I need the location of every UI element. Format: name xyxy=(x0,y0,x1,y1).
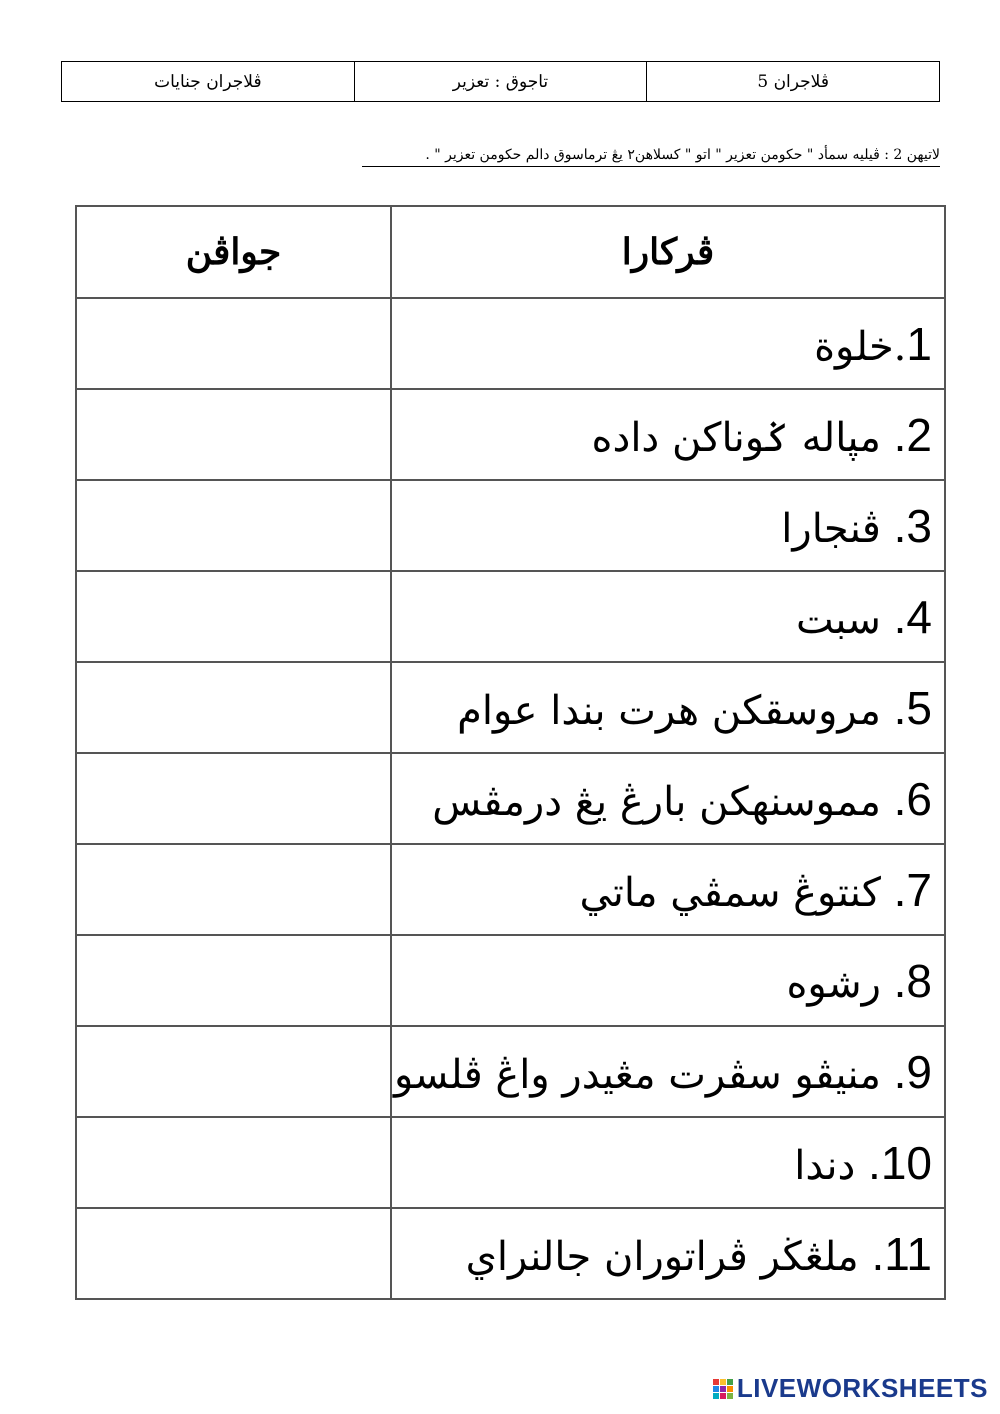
table-row xyxy=(76,298,945,389)
item-text: منيڤو سڤرت مڠيدر واڠ ڤلسو xyxy=(393,1051,881,1098)
table-row xyxy=(76,480,945,571)
header-left-cell: ڤلاجران جنايات xyxy=(62,62,355,102)
answer-input-10[interactable] xyxy=(76,1117,391,1208)
item-text: مروسقکن هرت بندا عوام xyxy=(457,687,881,734)
answer-input-8[interactable] xyxy=(76,935,391,1026)
items-column-header: ڤركارا xyxy=(391,206,945,298)
answer-input-1[interactable] xyxy=(76,298,391,389)
item-number: 2. xyxy=(893,408,932,461)
logo-square xyxy=(720,1393,726,1399)
table-row xyxy=(76,1208,945,1299)
answer-input-6[interactable] xyxy=(76,753,391,844)
table-row xyxy=(76,753,945,844)
item-cell-11 xyxy=(391,1208,945,1299)
table-row xyxy=(76,662,945,753)
item-number: 5. xyxy=(893,681,932,734)
item-cell-1 xyxy=(391,298,945,389)
item-number: 3. xyxy=(893,499,932,552)
table-row xyxy=(76,389,945,480)
logo-square xyxy=(727,1379,733,1385)
logo-square xyxy=(713,1379,719,1385)
table-row xyxy=(76,1026,945,1117)
item-number: 11. xyxy=(871,1227,932,1280)
item-number: 1 xyxy=(906,317,932,370)
item-text: دندا xyxy=(794,1142,856,1189)
answer-input-2[interactable] xyxy=(76,389,391,480)
item-text: مموسنهکن بارڠ يڠ درمڤس xyxy=(432,778,881,825)
worksheet-table xyxy=(75,205,946,1300)
item-cell-6 xyxy=(391,753,945,844)
item-cell-7 xyxy=(391,844,945,935)
item-text: .خلوة xyxy=(814,323,907,370)
answer-column-header: جواڤن xyxy=(76,206,391,298)
item-number: 6. xyxy=(893,772,932,825)
answer-input-11[interactable] xyxy=(76,1208,391,1299)
item-text: ملڠڬر ڤراتوران جالنراي xyxy=(465,1233,859,1280)
answer-input-4[interactable] xyxy=(76,571,391,662)
item-number: 7. xyxy=(893,863,932,916)
answer-input-7[interactable] xyxy=(76,844,391,935)
logo-square xyxy=(713,1393,719,1399)
item-text: رشوه xyxy=(786,960,881,1007)
logo-square xyxy=(727,1393,733,1399)
logo-text: LIVEWORKSHEETS xyxy=(736,1373,988,1403)
item-text: مپاله ݢوناکن داده xyxy=(591,414,881,461)
item-cell-8 xyxy=(391,935,945,1026)
item-text: سبت xyxy=(796,596,881,643)
header-middle-cell: تاجوق : تعزير xyxy=(354,62,647,102)
header-table xyxy=(61,61,940,102)
table-row xyxy=(76,571,945,662)
liveworksheets-logo[interactable] xyxy=(713,1373,988,1404)
item-number: 8. xyxy=(893,954,932,1007)
logo-square xyxy=(720,1386,726,1392)
item-cell-9 xyxy=(391,1026,945,1117)
logo-square xyxy=(727,1386,733,1392)
table-row xyxy=(76,844,945,935)
answer-input-5[interactable] xyxy=(76,662,391,753)
table-row xyxy=(76,1117,945,1208)
logo-grid-icon xyxy=(713,1379,733,1399)
item-cell-3 xyxy=(391,480,945,571)
answer-input-3[interactable] xyxy=(76,480,391,571)
item-text: کنتوڠ سمڤي ماتي xyxy=(579,869,881,916)
logo-square xyxy=(713,1386,719,1392)
item-cell-2 xyxy=(391,389,945,480)
item-text: ڤنجارا xyxy=(781,505,881,552)
logo-square xyxy=(720,1379,726,1385)
item-number: 4. xyxy=(893,590,932,643)
item-cell-5 xyxy=(391,662,945,753)
item-number: 9. xyxy=(893,1045,932,1098)
item-cell-10 xyxy=(391,1117,945,1208)
table-row xyxy=(76,935,945,1026)
instruction-text: لاتيهن 2 : ڤيليه سمأد " حكومن تعزير " اتو " كسلاهن٢ يڠ ترماسوق دالم حكومن تعزير " . xyxy=(362,144,940,167)
item-cell-4 xyxy=(391,571,945,662)
header-right-cell: ڤلاجران 5 xyxy=(647,62,940,102)
item-number: 10. xyxy=(868,1136,932,1189)
answer-input-9[interactable] xyxy=(76,1026,391,1117)
